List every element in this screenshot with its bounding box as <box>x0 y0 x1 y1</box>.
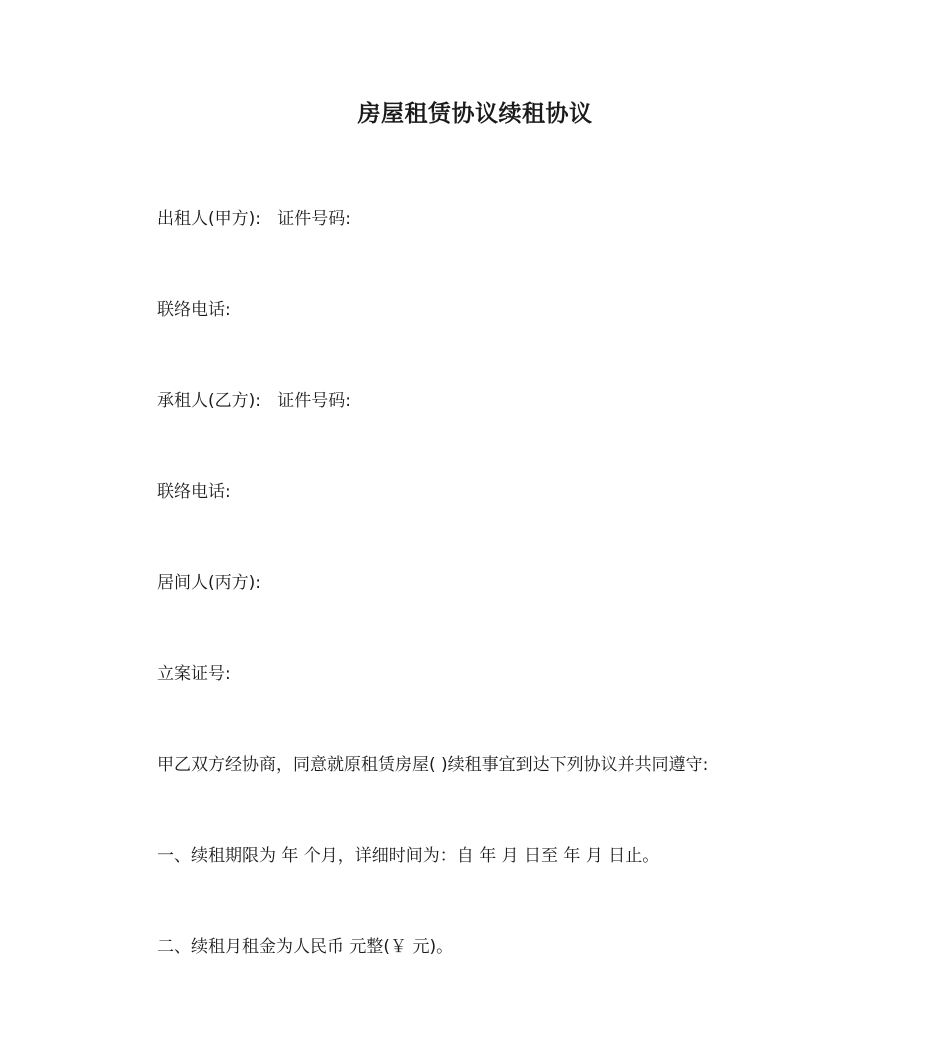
intermediary-line: 居间人(丙方): <box>157 573 261 593</box>
clause-1-renewal-term: 一、续租期限为 年 个月，详细时间为：自 年 月 日至 年 月 日止。 <box>157 846 660 866</box>
agreement-intro-paragraph: 甲乙双方经协商，同意就原租赁房屋( )续租事宜到达下列协议并共同遵守: <box>157 755 709 775</box>
lessor-line: 出租人(甲方): 证件号码: <box>157 209 351 229</box>
lessee-line: 承租人(乙方): 证件号码: <box>157 391 351 411</box>
lessee-phone-line: 联络电话: <box>157 482 231 502</box>
document-title: 房屋租赁协议续租协议 <box>357 101 593 127</box>
lessor-phone-line: 联络电话: <box>157 300 231 320</box>
clause-2-monthly-rent: 二、续租月租金为人民币 元整(￥ 元)。 <box>157 937 454 957</box>
registration-number-line: 立案证号: <box>157 664 231 684</box>
